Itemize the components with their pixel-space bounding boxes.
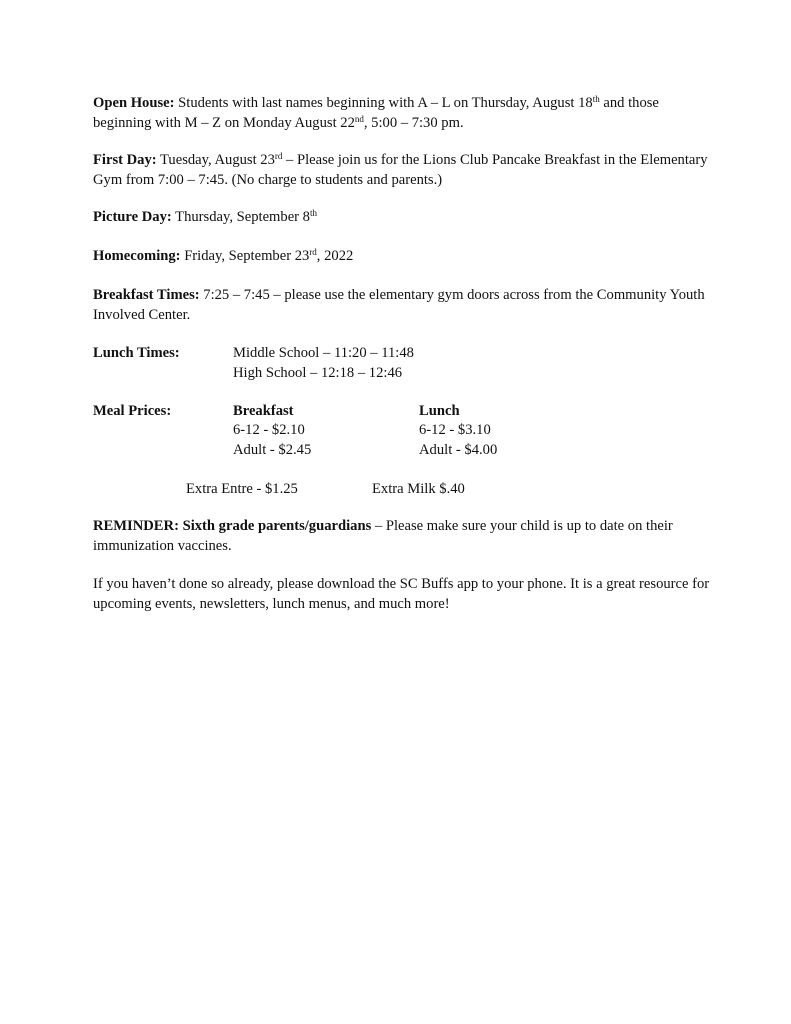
homecoming-sup-1: rd	[309, 247, 317, 257]
breakfast-student-price: 6-12 - $2.10	[233, 422, 305, 438]
meal-prices-label: Meal Prices:	[93, 403, 172, 419]
first-day-text-1: Tuesday, August 23	[156, 152, 275, 168]
lunch-times-label: Lunch Times:	[93, 345, 180, 361]
reminder-label: REMINDER: Sixth grade parents/guardians	[93, 518, 372, 534]
breakfast-times-text: 7:25 – 7:45 – please use the elementary gym doors across from the Community Youth Involved Center.	[93, 287, 705, 323]
lunch-high-school: High School – 12:18 – 12:46	[233, 365, 403, 381]
reminder-text: – Please make sure your child is up to date on their immunization vaccines.	[93, 518, 673, 554]
picture-day-paragraph	[93, 208, 713, 228]
open-house-text-2: and those beginning with M – Z on Monday August 22	[93, 95, 659, 131]
open-house-label: Open House:	[93, 95, 175, 111]
homecoming-text-1: Friday, September 23	[180, 248, 310, 264]
picture-day-label: Picture Day:	[93, 209, 172, 225]
extra-milk-price: Extra Milk $.40	[372, 481, 465, 497]
picture-day-text-1: Thursday, September 8	[171, 209, 310, 225]
first-day-paragraph	[93, 151, 713, 190]
extra-entre-price: Extra Entre - $1.25	[186, 481, 298, 497]
lunch-middle-school: Middle School – 11:20 – 11:48	[233, 345, 414, 361]
lunch-adult-price: Adult - $4.00	[419, 442, 498, 458]
breakfast-price-header: Breakfast	[233, 403, 294, 419]
breakfast-times-label: Breakfast Times:	[93, 287, 200, 303]
app-note-paragraph	[93, 575, 713, 614]
breakfast-adult-price: Adult - $2.45	[233, 442, 312, 458]
open-house-text-1: Students with last names beginning with A – L on Thursday, August 18	[174, 95, 593, 111]
first-day-text-2: – Please join us for the Lions Club Pancake Breakfast in the Elementary Gym from 7:00 – 7:45. (No charge to students and parents.)	[93, 152, 708, 188]
lunch-price-header: Lunch	[419, 403, 460, 419]
breakfast-times-paragraph	[93, 286, 713, 325]
app-note-text: If you haven’t done so already, please download the SC Buffs app to your phone. It is a great resource for upcoming events, newsletters, lunch menus, and much more!	[93, 576, 710, 612]
reminder-paragraph	[93, 517, 713, 556]
homecoming-paragraph	[93, 247, 713, 267]
open-house-text-3: , 5:00 – 7:30 pm.	[363, 114, 464, 131]
first-day-label: First Day:	[93, 152, 157, 168]
homecoming-text-2: , 2022	[316, 248, 354, 264]
picture-day-sup-1: th	[309, 208, 317, 218]
open-house-sup-1: th	[592, 94, 600, 104]
open-house-paragraph	[93, 94, 713, 133]
first-day-sup-1: rd	[274, 151, 283, 161]
homecoming-label: Homecoming:	[93, 248, 181, 264]
open-house-sup-2: nd	[354, 113, 364, 124]
lunch-student-price: 6-12 - $3.10	[419, 422, 491, 438]
